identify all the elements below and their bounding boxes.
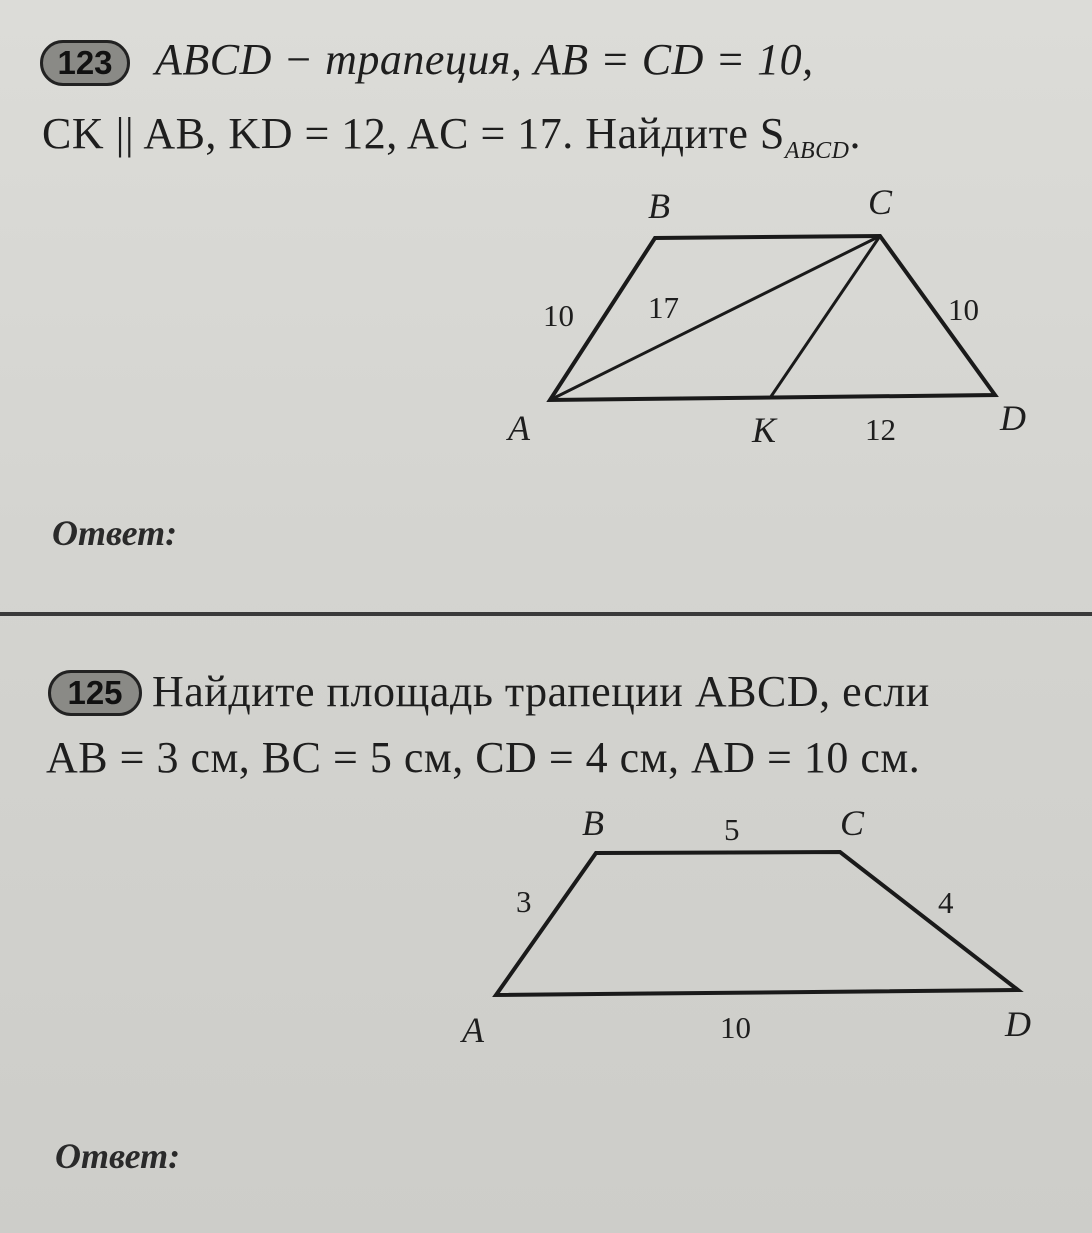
trapezoid-abcd xyxy=(550,236,995,400)
vertex-label-b: B xyxy=(648,186,670,226)
vertex-label-c: C xyxy=(840,803,865,843)
section-divider xyxy=(0,612,1092,616)
vertex-label-a: A xyxy=(462,1010,484,1050)
answer-label: Ответ: xyxy=(52,513,178,553)
problem-statement-line-1: ABCD − трапеция, AB = CD = 10, xyxy=(155,35,814,84)
problem-125 xyxy=(0,620,1092,1233)
side-label-cd: 10 xyxy=(948,292,979,327)
vertex-label-k: K xyxy=(752,410,777,450)
statement-end: . xyxy=(849,109,861,158)
vertex-label-c: C xyxy=(868,182,893,222)
vertex-label-d: D xyxy=(1000,398,1026,438)
problem-123 xyxy=(0,0,1092,612)
side-label-ac: 17 xyxy=(648,290,679,325)
segment-ck xyxy=(770,236,880,398)
answer-label: Ответ: xyxy=(55,1136,181,1176)
problem-number-badge: 123 xyxy=(40,40,130,86)
side-label-ad: 10 xyxy=(720,1010,751,1045)
side-label-ab: 10 xyxy=(543,298,574,333)
vertex-label-a: A xyxy=(508,408,530,448)
side-label-cd: 4 xyxy=(938,885,954,920)
side-label-bc: 5 xyxy=(724,812,740,847)
side-label-kd: 12 xyxy=(865,412,896,447)
trapezoid-abcd xyxy=(496,852,1018,995)
side-label-ab: 3 xyxy=(516,884,532,919)
problem-number-badge: 125 xyxy=(48,670,142,716)
vertex-label-d: D xyxy=(1005,1004,1031,1044)
area-subscript: ABCD xyxy=(784,137,850,164)
diagonal-ac xyxy=(550,236,880,400)
vertex-label-b: B xyxy=(582,803,604,843)
problem-statement-line-2: AB = 3 см, BC = 5 см, CD = 4 см, AD = 10 см. xyxy=(46,733,921,782)
problem-statement-line-1: Найдите площадь трапеции ABCD, если xyxy=(152,667,930,716)
statement-text: CK || AB, KD = 12, AC = 17. Найдите S xyxy=(42,109,785,158)
